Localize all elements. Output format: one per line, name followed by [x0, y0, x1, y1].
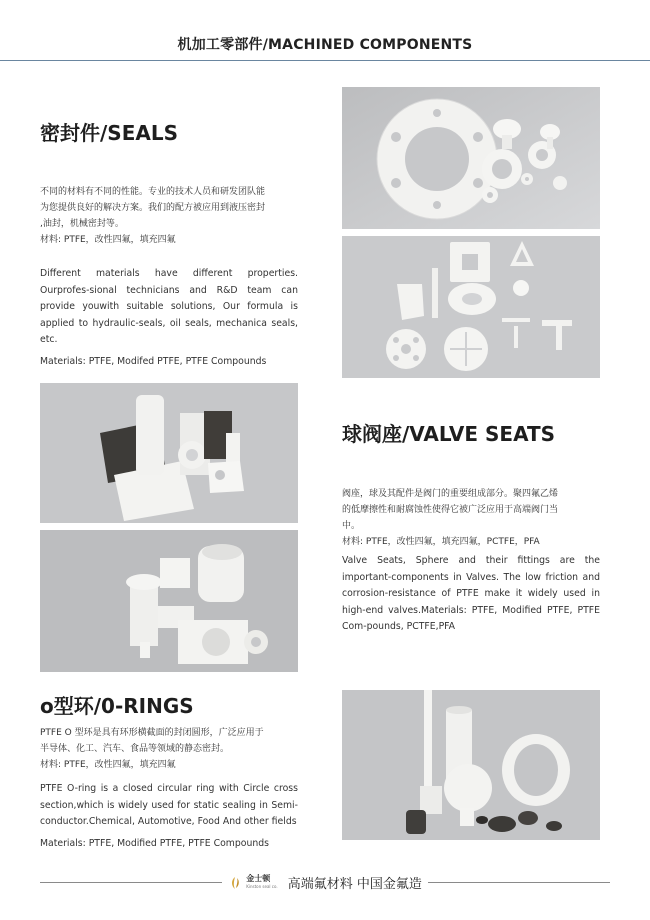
orings-cn-line: 半导体、化工、汽车、食品等领域的静态密封。	[40, 744, 230, 754]
valve-seats-heading: 球阀座/VALVE SEATS	[342, 422, 556, 446]
seals-en-text: Different materials have different properties. Ourprofes-sional technicians and R&D team can provide youwith suitable solutions, Our formula is applied to hydraulic-seals, oil seals, mechanica seals, etc.	[40, 268, 298, 345]
valve-seats-en-text: Valve Seats, Sphere and their fittings are the important-components in Valves. The low friction and corrosion-resistance of PTFE make it widely used in high-end valves.Materials: PTFE, Modified PTFE, PTFE Com-pounds, PCTFE,PFA	[342, 555, 600, 632]
valve-seats-cn-line: 的低摩擦性和耐腐蚀性使得它被广泛应用于高端阀门当	[342, 505, 559, 515]
seals-cn-materials: 材料: PTFE，改性四氟，填充四氟	[40, 235, 176, 245]
orings-heading: o型环/0-RINGS	[40, 694, 194, 718]
orings-en-text: PTFE O-ring is a closed circular ring with Circle cross section,which is widely used for static sealing in Semi-conductor.Chemical, Automotive, Food And other fields	[40, 783, 298, 827]
valve-seats-cn-line: 中。	[342, 521, 361, 531]
orings-cn-materials: 材料: PTFE，改性四氟，填充四氟	[40, 760, 176, 770]
orings-cn-block	[40, 725, 302, 773]
orings-en-block	[40, 781, 298, 852]
valve-seats-cn-block	[342, 486, 604, 550]
brand-logo-icon	[228, 874, 278, 891]
seals-heading: 密封件/SEALS	[40, 121, 178, 145]
orings-en-materials: Materials: PTFE, Modified PTFE, PTFE Compounds	[40, 837, 269, 849]
brand-name: 金士顿	[246, 874, 271, 883]
valve-components-photo	[40, 530, 298, 672]
ptfe-blocks-photo	[40, 383, 298, 523]
orings-cn-line: PTFE O 型环是具有环形横截面的封闭圆形，广泛应用于	[40, 728, 264, 738]
valve-seats-cn-line: 阀座，球及其配件是阀门的重要组成部分。聚四氟乙烯	[342, 489, 559, 499]
seals-cn-line: 为您提供良好的解决方案。我们的配方被应用到液压密封	[40, 203, 266, 213]
footer-slogan: 高端氟材料 中国金氟造	[287, 877, 422, 892]
seals-en-block	[40, 266, 298, 370]
seals-cn-line: ,油封，机械密封等。	[40, 219, 124, 229]
seals-cn-line: 不同的材料有不同的性能。专业的技术人员和研发团队能	[40, 187, 266, 197]
machined-parts-photo	[342, 236, 600, 378]
seals-en-materials: Materials: PTFE, Modifed PTFE, PTFE Compounds	[40, 355, 267, 367]
valve-seats-en-block	[342, 553, 600, 636]
brand-subtitle: Kinston seal co.	[246, 884, 278, 889]
seals-gasket-photo	[342, 87, 600, 229]
orings-photo	[342, 690, 600, 840]
valve-seats-cn-materials: 材料: PTFE，改性四氟，填充四氟，PCTFE，PFA	[342, 537, 540, 547]
header-divider	[0, 60, 650, 61]
page-title: 机加工零部件/MACHINED COMPONENTS	[177, 37, 473, 53]
seals-cn-block	[40, 184, 302, 248]
footer	[0, 873, 650, 892]
